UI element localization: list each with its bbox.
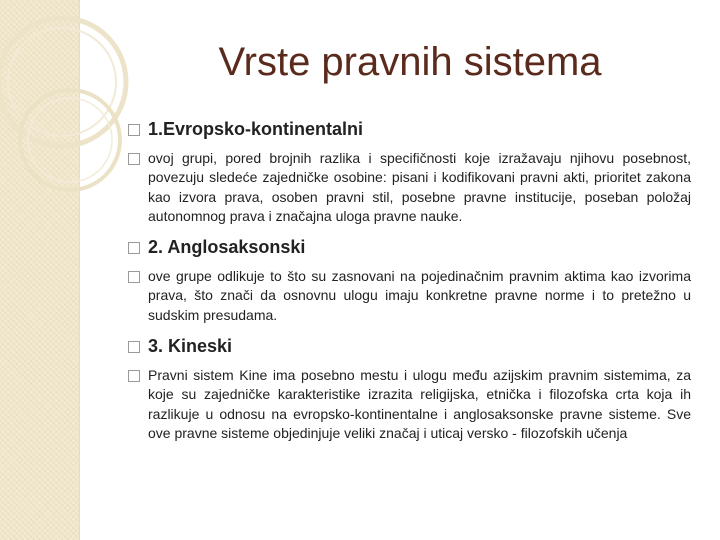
bullet-box-icon xyxy=(128,242,140,254)
bullet-box-icon xyxy=(128,341,140,353)
slide-title: Vrste pravnih sistema xyxy=(218,40,602,84)
section-text-body: ovoj grupi, pored brojnih razlika i specifičnosti koje izražavaju njihovu posebnost, povezuju sledeće zajedničke osobine: pisani i kodifikovani pravni akti, prioritet zakona kao izvora prava, osoben pravni stil, posebne pravne institucije, poseban položaj autonomnog prava i značajna uloga pravne nauke. xyxy=(148,150,691,224)
bullet-box-icon xyxy=(128,153,140,165)
slide-content xyxy=(128,117,691,452)
section-text-body: Pravni sistem Kine ima posebno mestu i ulogu među azijskim pravnim sistemima, za koje su zajedničke karakteristike izrazita religijska, etnička i filozofska crta koja ih razlikuje u odnosu na evropsko-kontinentalne i anglosaksonske pravne sisteme. Sve ove pravne sisteme objedinjuje veliki značaj i uticaj versko - filozofskih učenja xyxy=(148,367,691,441)
bullet-box-icon xyxy=(128,124,140,136)
section-heading-kineski xyxy=(128,334,691,358)
section-heading-label: 1.Evropsko-kontinentalni xyxy=(148,119,364,139)
section-text-kineski xyxy=(128,366,691,443)
section-heading-label: 3. Kineski xyxy=(148,336,233,357)
section-heading-label: 2. Anglosaksonski xyxy=(148,237,306,258)
section-heading-anglosaksonski xyxy=(128,235,691,259)
bullet-box-icon xyxy=(128,271,140,283)
section-text-body: ove grupe odlikuje to što su zasnovani na pojedinačnim pravnim aktima kao izvorima prava, što znači da osnovnu ulogu imaju konkretne pravne norme i to pretežno u sudskim presudama. xyxy=(148,268,691,323)
section-text-anglosaksonski xyxy=(128,267,691,325)
section-heading-evropsko-kontinentalni xyxy=(128,117,691,141)
section-text-evropsko-kontinentalni xyxy=(128,149,691,226)
bullet-box-icon xyxy=(128,370,140,382)
